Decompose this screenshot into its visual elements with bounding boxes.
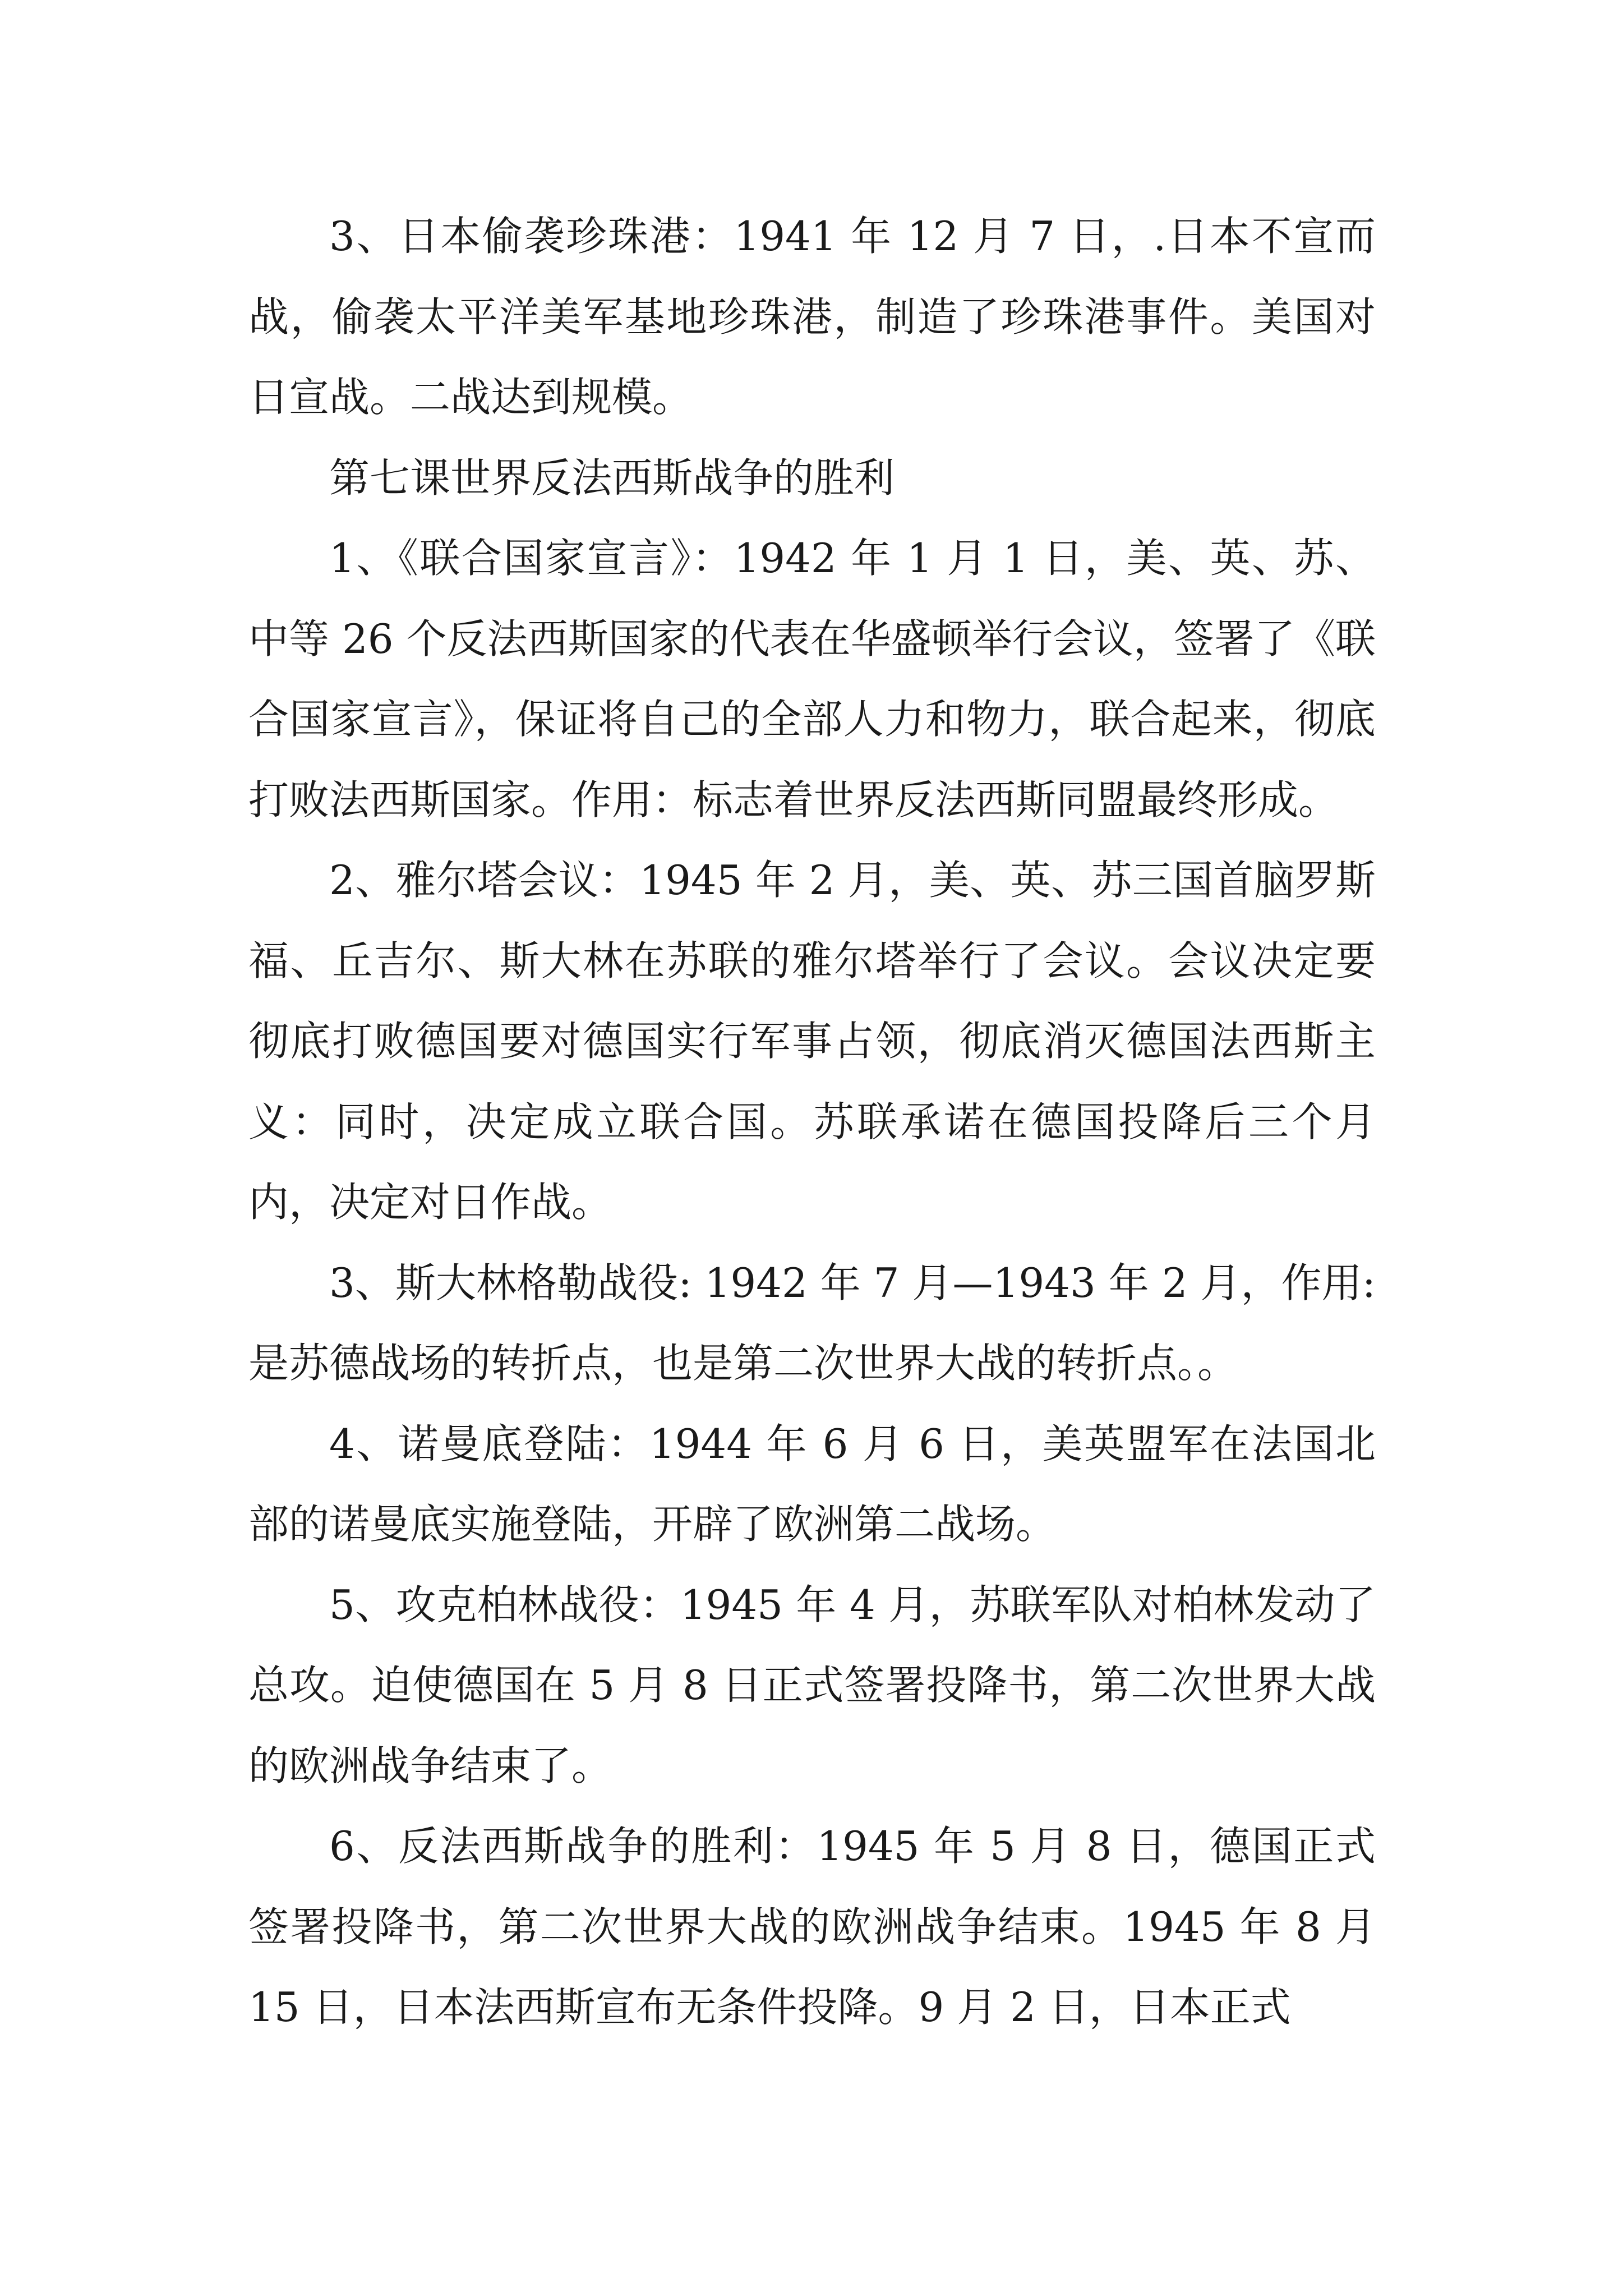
paragraph-pearl-harbor: 3、日本偷袭珍珠港：1941 年 12 月 7 日，.日本不宣而战，偷袭太平洋美军基地珍珠港，制造了珍珠港事件。美国对日宣战。二战达到规模。 [248,213,1376,421]
paragraph-united-nations-declaration: 1、《联合国家宣言》：1942 年 1 月 1 日，美、英、苏、中等 26 个反法西斯国家的代表在华盛顿举行会议，签署了《联合国家宣言》，保证将自己的全部人力和物力，联合起来，彻底打败法西斯国家。作用：标志着世界反法西斯同盟最终形成。 [248,535,1376,823]
paragraph-normandy: 4、诺曼底登陆：1944 年 6 月 6 日，美英盟军在法国北部的诺曼底实施登陆，开辟了欧洲第二战场。 [248,1420,1376,1548]
paragraph-stalingrad: 3、斯大林格勒战役: 1942 年 7 月—1943 年 2 月，作用:是苏德战场的转折点，也是第二次世界大战的转折点。。 [248,1259,1376,1387]
paragraph-berlin: 5、攻克柏林战役：1945 年 4 月，苏联军队对柏林发动了总攻。迫使德国在 5 月 8 日正式签署投降书，第二次世界大战的欧洲战争结束了。 [248,1581,1376,1789]
body-text [248,196,1376,2048]
lesson-heading: 第七课世界反法西斯战争的胜利 [329,454,895,501]
paragraph-victory: 6、反法西斯战争的胜利：1945 年 5 月 8 日，德国正式签署投降书，第二次世界大战的欧洲战争结束。1945 年 8 月 15 日，日本法西斯宣布无条件投降。9 月 2 日，日本正式 [248,1823,1376,2031]
paragraph-yalta-conference: 2、雅尔塔会议：1945 年 2 月，美、英、苏三国首脑罗斯福、丘吉尔、斯大林在苏联的雅尔塔举行了会议。会议决定要彻底打败德国要对德国实行军事占领，彻底消灭德国法西斯主义：同时，决定成立联合国。苏联承诺在德国投降后三个月内，决定对日作战。 [248,857,1376,1226]
